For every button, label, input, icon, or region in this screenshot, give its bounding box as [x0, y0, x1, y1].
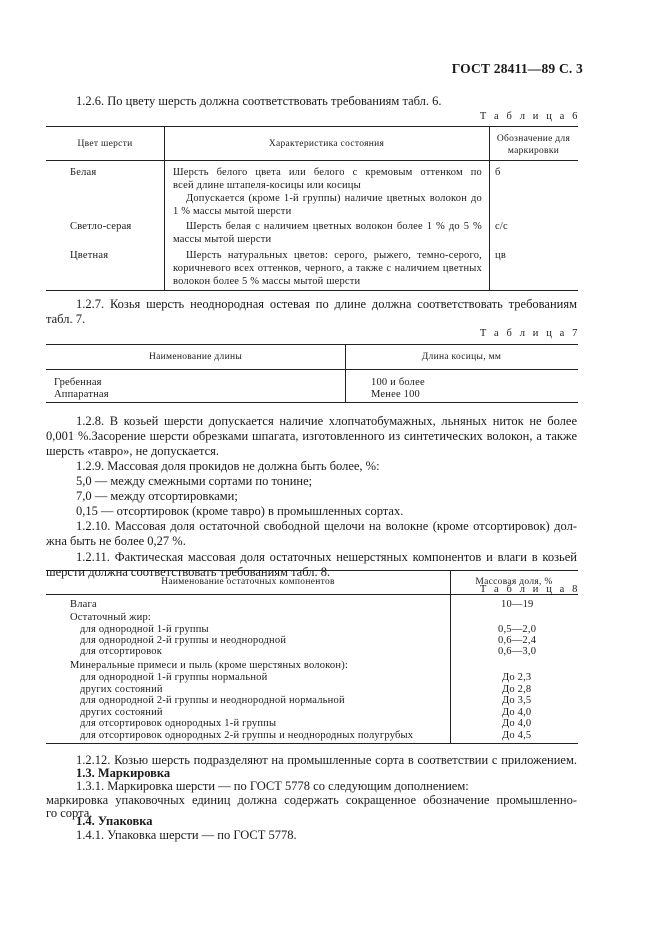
table-7-header-length: Длина косицы, мм: [421, 352, 502, 362]
table-cell: Менее 100: [371, 389, 420, 400]
table-8-header-share: Массовая доля, %: [475, 577, 553, 587]
table-8-header-rule: [46, 594, 578, 595]
table-row: других состояний: [80, 707, 163, 718]
paragraph-1-4-1: 1.4.1. Упаковка шерсти — по ГОСТ 5778.: [76, 828, 297, 842]
table-8-bottom-rule: [46, 743, 578, 744]
table-8-top-rule: [46, 570, 578, 571]
paragraph-1-3-1: 1.3.1. Маркировка шерсти — по ГОСТ 5778 со следующим дополнением:: [76, 779, 469, 793]
paragraph-1-2-10-cont: жна быть не более 0,27 %.: [46, 534, 186, 548]
table-7-header-rule: [46, 369, 578, 370]
table-row: Влага: [70, 599, 97, 610]
table-row: Минеральные примеси и пыль (кроме шерстяных волокон):: [70, 660, 349, 671]
table-cell: с/с: [495, 221, 508, 232]
table-row: для однородной 2-й группы и неоднородной: [80, 635, 287, 646]
table-6-header-code-line: маркировки: [507, 146, 560, 156]
table-6-header-code: [489, 133, 578, 157]
table-cell: Светло-серая: [70, 221, 132, 232]
paragraph-1-3-1-cont: го сорта.: [46, 806, 93, 820]
table-cell: цв: [495, 250, 506, 261]
table-6-header-characteristic: Характеристика состояния: [268, 139, 385, 149]
table-7-caption: Т а б л и ц а 7: [479, 328, 580, 339]
table-cell: 0,6—2,4: [498, 635, 537, 646]
table-row: других состояний: [80, 684, 163, 695]
table-6-divider: [164, 126, 165, 290]
table-row: Остаточный жир:: [70, 612, 152, 623]
table-cell: 0,6—3,0: [498, 646, 537, 657]
table-cell: Допускается (кроме 1-й группы) наличие цветных волокон до: [186, 193, 482, 204]
paragraph-1-2-8: 1.2.8. В козьей шерсти допускается наличие хлопчатобумажных, льняных ниток не более: [76, 414, 577, 428]
table-cell: До 2,8: [502, 684, 532, 695]
page-header: ГОСТ 28411—89 С. 3: [451, 61, 583, 76]
table-row: для однородной 1-й группы нормальной: [80, 672, 268, 683]
table-cell: Шерсть белая с наличием цветных волокон более 1 % до 5 %: [186, 221, 482, 232]
table-cell: До 4,0: [502, 718, 532, 729]
table-cell: массы мытой шерсти: [173, 234, 272, 245]
paragraph-1-2-9: 1.2.9. Массовая доля прокидов не должна быть более, %:: [76, 459, 380, 473]
table-cell: волокон более 5 % массы мытой шерсти: [173, 276, 361, 287]
paragraph-1-2-10: 1.2.10. Массовая доля остаточной свободной щелочи на волокне (кроме отсортировок) дол-: [76, 519, 577, 533]
paragraph-1-2-12: 1.2.12. Козью шерсть подразделяют на промышленные сорта в соответствии с приложением.: [76, 753, 577, 767]
table-cell: До 4,0: [502, 707, 532, 718]
table-cell: До 4,5: [502, 730, 532, 741]
paragraph-1-2-11-cont: шерсти должна соответствовать требованиям табл. 8.: [46, 565, 331, 579]
table-7-bottom-rule: [46, 402, 578, 403]
table-cell: 100 и более: [371, 377, 425, 388]
section-heading-1-3: 1.3. Маркировка: [76, 766, 171, 780]
paragraph-1-2-6: 1.2.6. По цвету шерсть должна соответствовать требованиям табл. 6.: [76, 94, 442, 108]
section-heading-1-4: 1.4. Упаковка: [76, 814, 153, 828]
table-row: для однородной 1-й группы: [80, 624, 209, 635]
table-cell: 1 % массы мытой шерсти: [173, 206, 292, 217]
table-cell: До 3,5: [502, 695, 532, 706]
table-row: для отсортировок однородных 2-й группы и неоднородных полугрубых: [80, 730, 414, 741]
table-row: для однородной 2-й группы и неоднородной нормальной: [80, 695, 345, 706]
table-7-header-name: Наименование длины: [148, 352, 243, 362]
table-6-caption: Т а б л и ц а 6: [479, 111, 580, 122]
table-6-header-color: Цвет шерсти: [77, 139, 133, 149]
paragraph-1-2-11: 1.2.11. Фактическая массовая доля остаточных нешерстяных компонентов и влаги в козьей: [76, 550, 577, 564]
table-6-header-code-line: Обозначение для: [496, 134, 571, 144]
table-cell: Шерсть натуральных цветов: серого, рыжего, темно-серого,: [186, 250, 482, 261]
table-row: для отсортировок однородных 1-й группы: [80, 718, 277, 729]
table-cell: 0,5—2,0: [498, 624, 537, 635]
table-cell: Аппаратная: [54, 389, 109, 400]
table-6-bottom-rule: [46, 290, 578, 291]
table-cell: коричневого всех оттенков, черного, а также с наличием цветных: [173, 263, 482, 274]
table-cell: 10—19: [501, 599, 534, 610]
paragraph-1-3-1-cont: маркировка упаковочных единиц должна содержать сокращенное обозначение промышленно-: [46, 793, 577, 807]
paragraph-1-2-9-item: 5,0 — между смежными сортами по тонине;: [76, 474, 313, 488]
table-cell: всей длине штапеля-косицы или косицы: [173, 180, 361, 191]
table-row: для отсортировок: [80, 646, 163, 657]
table-8-divider: [450, 570, 451, 743]
table-7-top-rule: [46, 344, 578, 345]
paragraph-1-2-9-item: 0,15 — отсортировок (кроме тавро) в промышленных сортах.: [76, 504, 404, 518]
table-8-header-name: Наименование остаточных компонентов: [161, 577, 335, 587]
paragraph-1-2-8-cont: 0,001 %.Засорение шерсти обрезками шпагата, изготовленного из синтетических волокон, а также: [46, 429, 577, 443]
paragraph-1-2-7: 1.2.7. Козья шерсть неоднородная остевая по длине должна соответствовать требованиям: [76, 297, 577, 311]
paragraph-1-2-9-item: 7,0 — между отсортировками;: [76, 489, 238, 503]
table-6-header-rule: [46, 160, 578, 161]
paragraph-1-2-8-cont: шерсть «тавро», не допускается.: [46, 444, 220, 458]
table-8-caption: Т а б л и ц а 8: [479, 584, 580, 595]
table-cell: Белая: [70, 167, 97, 178]
paragraph-1-2-7-cont: табл. 7.: [46, 312, 86, 326]
table-6-top-rule: [46, 126, 578, 127]
table-cell: Гребенная: [54, 377, 102, 388]
table-cell: Шерсть белого цвета или белого с кремовым оттенком по: [173, 167, 482, 178]
table-cell: б: [495, 167, 501, 178]
table-cell: До 2,3: [502, 672, 532, 683]
table-cell: Цветная: [70, 250, 109, 261]
